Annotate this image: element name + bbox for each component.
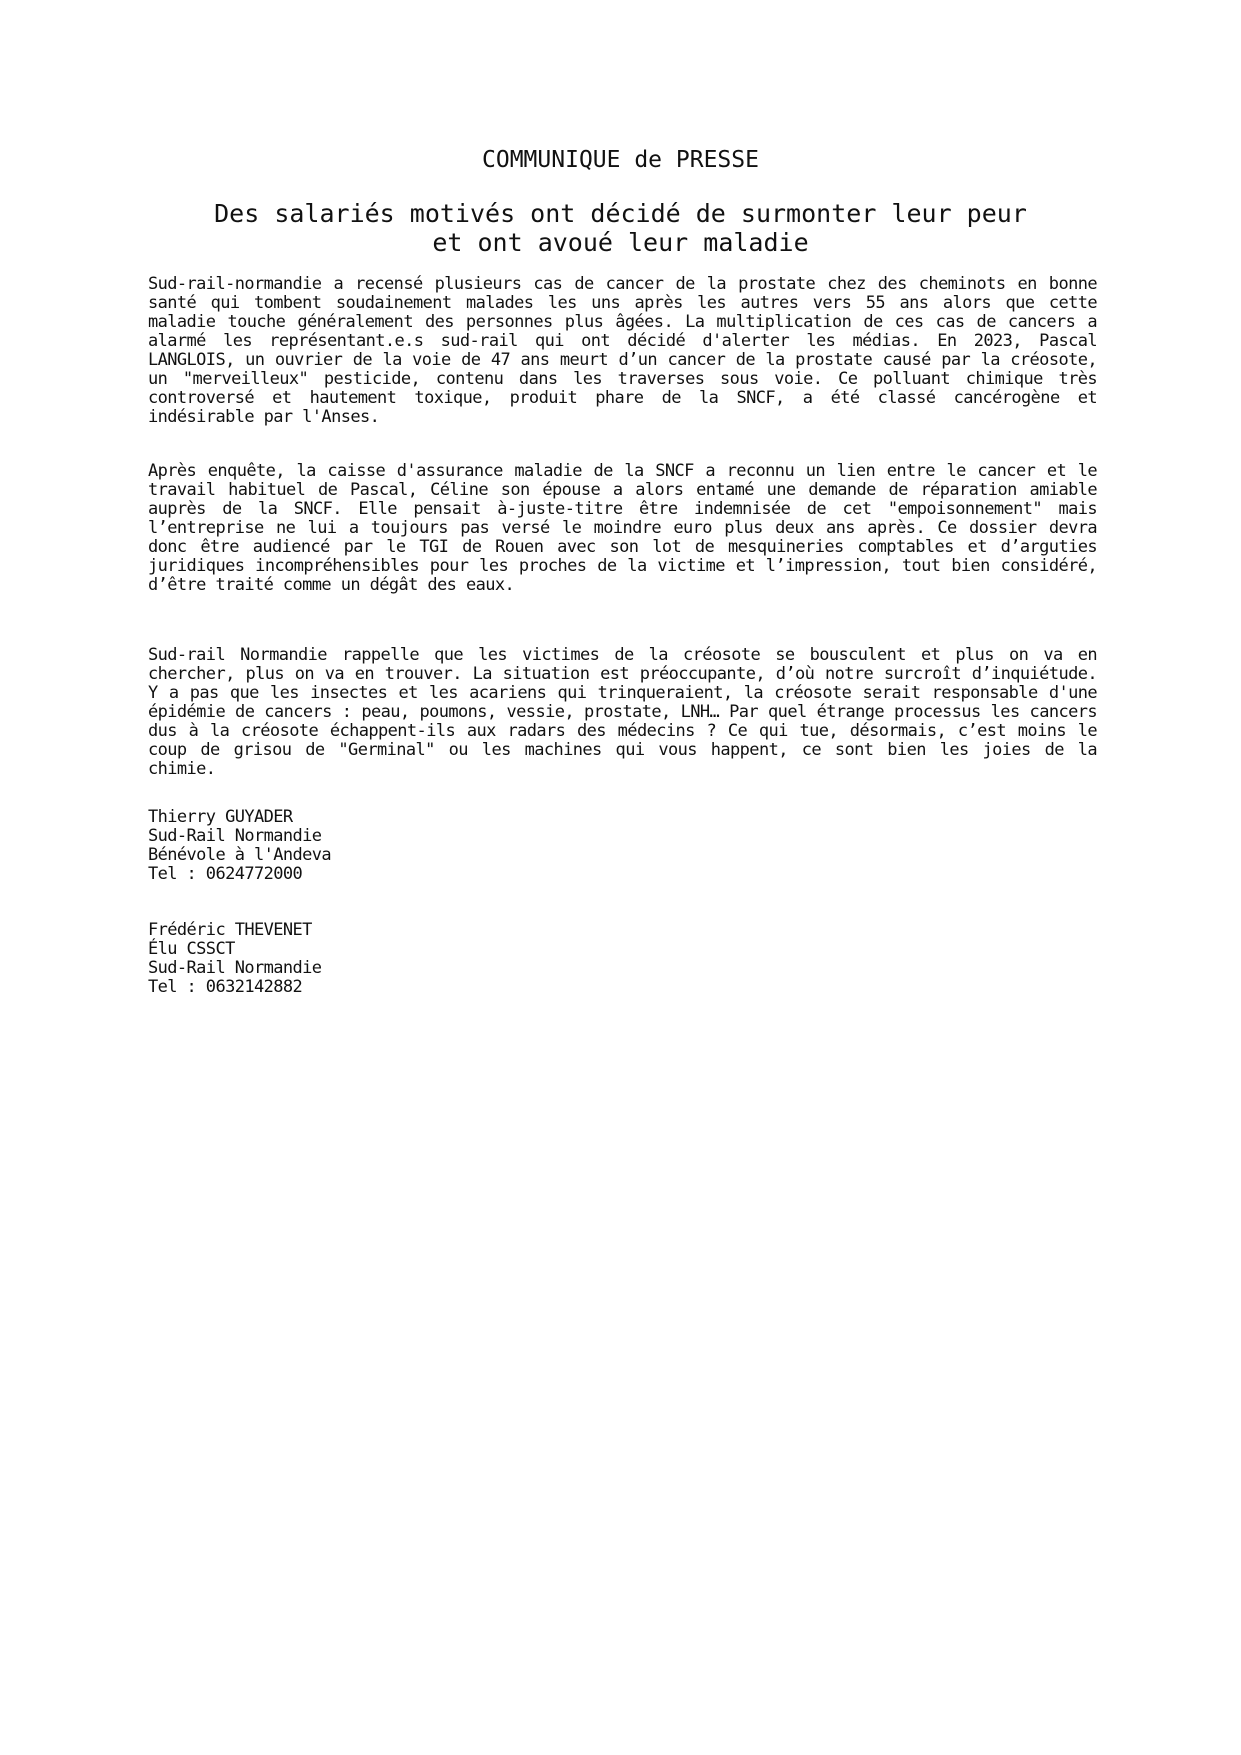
signature-organization: Sud-Rail Normandie <box>148 826 322 846</box>
signature-block-thevenet <box>148 921 321 997</box>
document-title: COMMUNIQUE de PRESSE <box>482 147 759 173</box>
signature-block-guyader <box>148 808 331 884</box>
signature-phone: Tel : 0624772000 <box>148 864 303 884</box>
signature-role: Élu CSSCT <box>148 939 235 959</box>
signature-organization: Sud-Rail Normandie <box>148 958 322 978</box>
paragraph-intro: Sud-rail-normandie a recensé plusieurs cas de cancer de la prostate chez des cheminots en bonne santé qui tombent soudainement malades les uns après les autres vers 55 ans alors que cette maladie touche généralement des personnes plus âgées. La multiplication de ces cas de cancers a alarmé les représentant.e.s sud-rail qui ont décidé d'alerter les médias. En 2023, Pascal LANGLOIS, un ouvrier de la voie de 47 ans meurt d’un cancer de la prostate causé par la créosote, un "merveilleux" pesticide, contenu dans les traverses sous voie. Ce polluant chimique très controversé et hautement toxique, produit phare de la SNCF, a été classé cancérogène et indésirable par l'Anses. <box>148 274 1097 427</box>
signature-name: Thierry GUYADER <box>148 807 293 827</box>
subtitle-line-1: Des salariés motivés ont décidé de surmonter leur peur <box>214 199 1027 228</box>
paragraph-conclusion: Sud-rail Normandie rappelle que les victimes de la créosote se bousculent et plus on va en chercher, plus on va en trouver. La situation est préoccupante, d’où notre surcroît d’inquiétude. Y a pas que les insectes et les acariens qui trinqueraient, la créosote serait responsable d'une épidémie de cancers : peau, poumons, vessie, prostate, LNH… Par quel étrange processus les cancers dus à la créosote échappent-ils aux radars des médecins ? Ce qui tue, désormais, c’est moins le coup de grisou de "Germinal" ou les machines qui vous happent, ce sont bien les joies de la chimie. <box>148 645 1097 779</box>
signature-phone: Tel : 0632142882 <box>148 977 303 997</box>
paragraph-investigation: Après enquête, la caisse d'assurance maladie de la SNCF a reconnu un lien entre le cancer et le travail habituel de Pascal, Céline son épouse a alors entamé une demande de réparation amiable auprès de la SNCF. Elle pensait à-juste-titre être indemnisée de cet "empoisonnement" mais l’entreprise ne lui a toujours pas versé le moindre euro plus deux ans après. Ce dossier devra donc être audiencé par le TGI de Rouen avec son lot de mesquineries comptables et d’arguties juridiques incompréhensibles pour les proches de la victime et l’impression, tout bien considéré, d’être traité comme un dégât des eaux. <box>148 461 1097 595</box>
document-subtitle <box>0 199 1241 257</box>
signature-name: Frédéric THEVENET <box>148 920 312 940</box>
subtitle-line-2: et ont avoué leur maladie <box>432 228 809 257</box>
signature-role: Bénévole à l'Andeva <box>148 845 332 865</box>
